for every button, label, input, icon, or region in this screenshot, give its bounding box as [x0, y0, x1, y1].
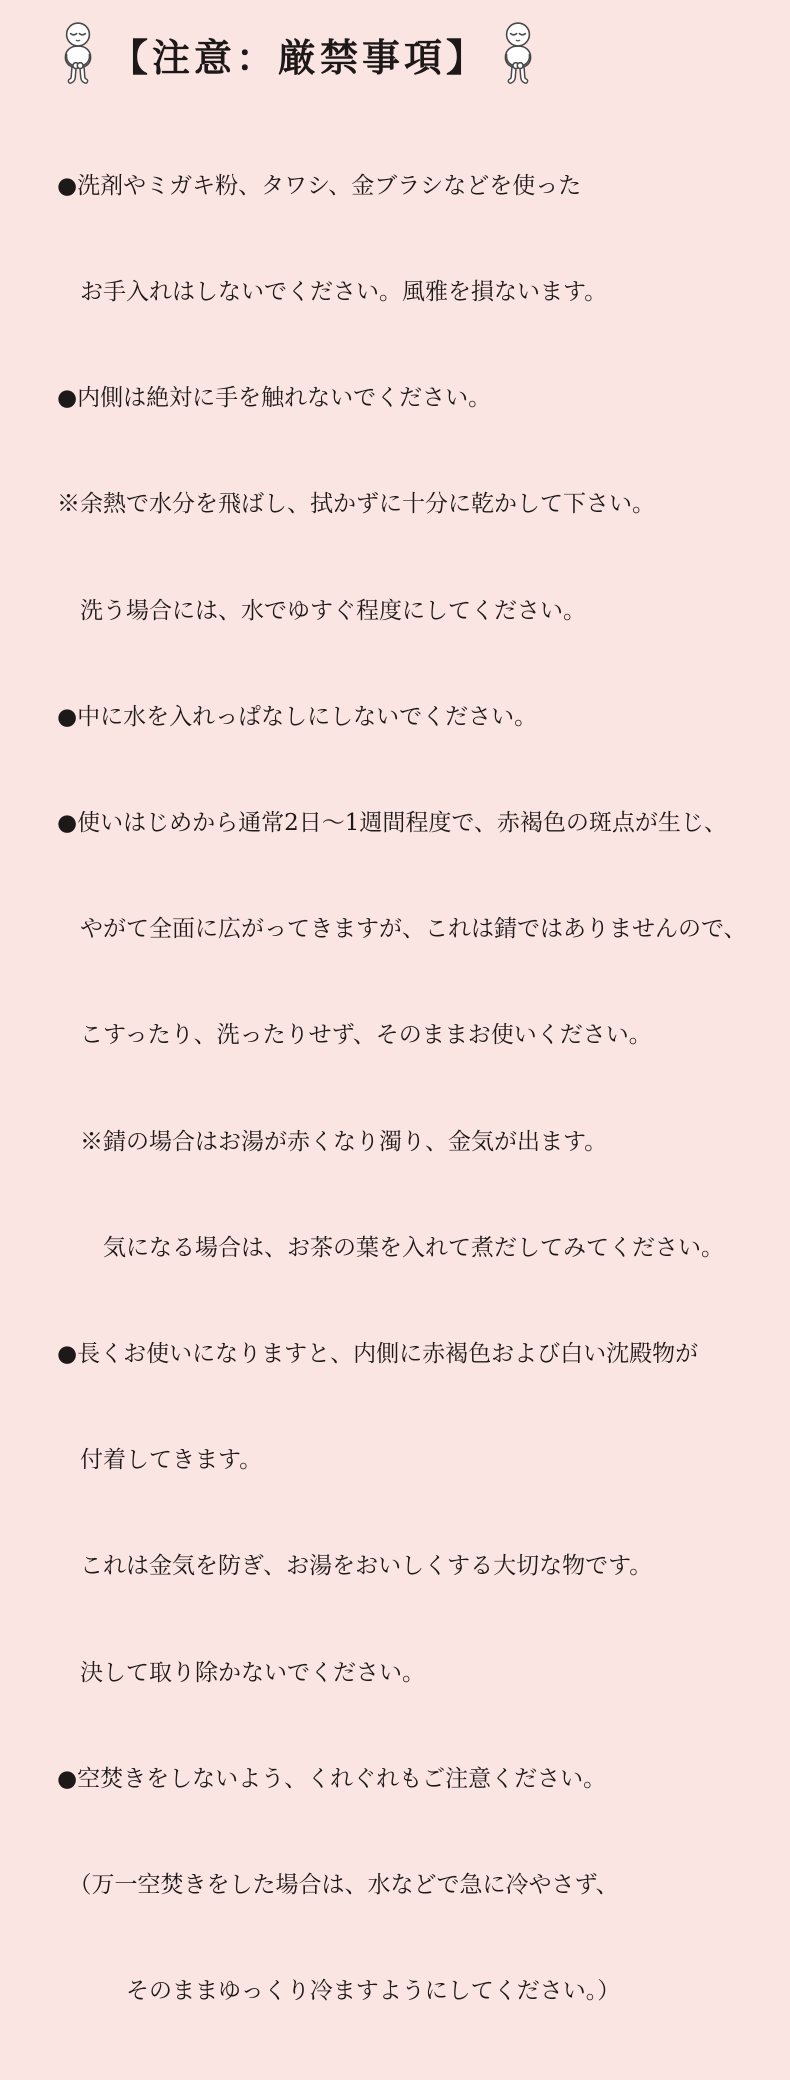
notice-line-1: ●洗剤やミガキ粉、タワシ、金ブラシなどを使った — [57, 172, 582, 199]
notice-line-6: ●中に水を入れっぱなしにしないでください。 — [57, 703, 538, 730]
notice-line-2: お手入れはしないでください。風雅を損ないます。 — [57, 279, 608, 306]
notice-line-10: ※錆の場合はお湯が赤くなり濁り、金気が出ます。 — [57, 1128, 608, 1155]
notice-line-9: こすったり、洗ったりせず、そのままお使いください。 — [57, 1022, 652, 1049]
notice-line-15: 決して取り除かないでください。 — [57, 1659, 425, 1686]
notice-line-11: 気になる場合は、お茶の葉を入れて煮だしてみてください。 — [57, 1234, 724, 1261]
notice-line-14: これは金気を防ぎ、お湯をおいしくする大切な物です。 — [57, 1553, 653, 1580]
notice-line-8: やがて全面に広がってきますが、これは錆ではありませんので、 — [57, 916, 747, 943]
notice-line-4: ※余熱で水分を飛ばし、拭かずに十分に乾かして下さい。 — [57, 491, 655, 518]
bowing-person-icon — [56, 21, 100, 87]
notice-body — [57, 98, 770, 2080]
notice-line-7: ●使いはじめから通常2日～1週間程度で、赤褐色の斑点が生じ、 — [57, 810, 727, 837]
bowing-person-icon — [496, 21, 540, 87]
notice-line-16: ●空焚きをしないよう、くれぐれもご注意ください。 — [57, 1765, 607, 1792]
notice-header — [56, 22, 790, 86]
notice-line-13: 付着してきます。 — [57, 1447, 263, 1474]
notice-title: 【注意：厳禁事項】 — [110, 34, 489, 80]
notice-line-3: ●内側は絶対に手を触れないでください。 — [57, 385, 492, 412]
notice-line-18: そのままゆっくり冷ますようにしてください。） — [57, 1978, 621, 2005]
notice-line-17: （万一空焚きをした場合は、水などで急に冷やさず、 — [57, 1872, 619, 1899]
notice-line-12: ●長くお使いになりますと、内側に赤褐色および白い沈殿物が — [57, 1341, 699, 1368]
notice-line-5: 洗う場合には、水でゆすぐ程度にしてください。 — [57, 597, 586, 624]
